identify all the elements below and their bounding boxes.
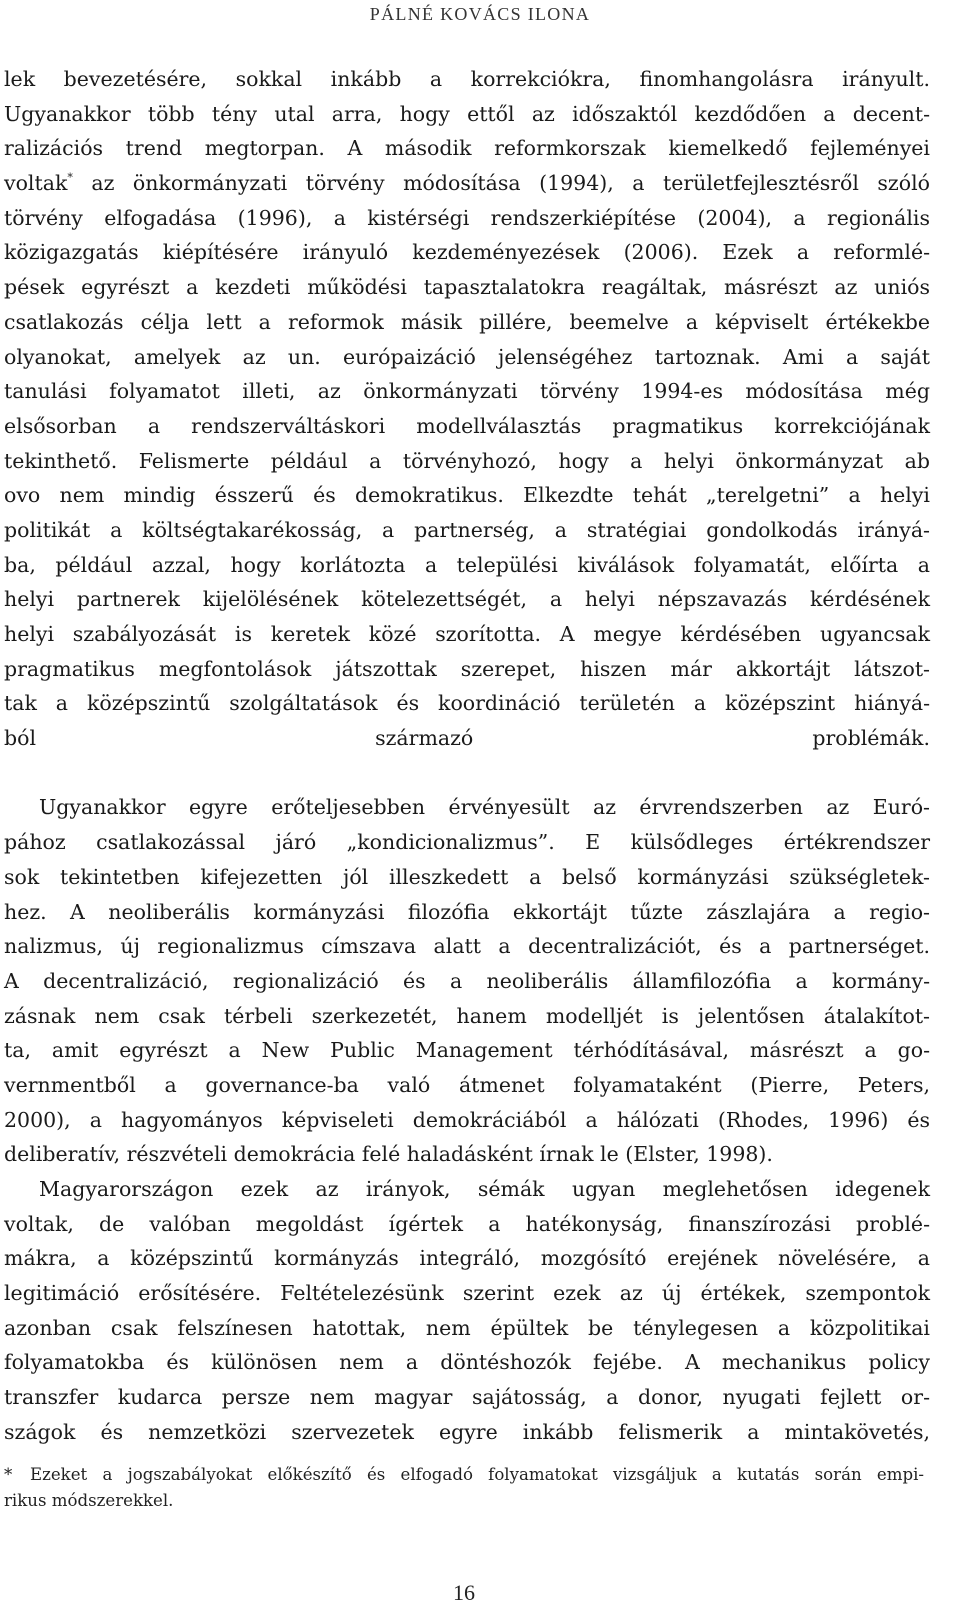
text-line: elsősorban a rendszerváltáskori modellválasztás pragmatikus korrekciójának <box>4 413 930 438</box>
text-line: voltak, de valóban megoldást ígértek a hatékonyság, finanszírozási problé- <box>4 1211 930 1236</box>
text-line: közigazgatás kiépítésére irányuló kezdeményezések (2006). Ezek a reformlé- <box>4 240 930 265</box>
text-line: csatlakozás célja lett a reformok másik pillére, beemelve a képviselt értékekbe <box>4 309 930 334</box>
text-line: zásnak nem csak térbeli szerkezetét, hanem modelljét is jelentősen átalakítot- <box>4 1003 930 1028</box>
text-line: vernmentből a governance-ba való átmenet folyamataként (Pierre, Peters, <box>4 1072 930 1097</box>
footnote-reference[interactable]: * <box>67 171 73 185</box>
text-line: legitimáció erősítésére. Feltételezésünk szerint ezek az új értékek, szempontok <box>4 1281 930 1306</box>
text-line: ovo nem mindig ésszerű és demokratikus. Elkezdte tehát „terelgetni” a helyi <box>4 483 930 508</box>
text-line: A decentralizáció, regionalizáció és a neoliberális államfilozófia a kormány- <box>4 968 930 993</box>
text-line: helyi partnerek kijelölésének kötelezettségét, a helyi népszavazás kérdésének <box>4 587 930 612</box>
text-line <box>4 756 930 791</box>
text-line: azonban csak felszínesen hatottak, nem épültek be ténylegesen a közpolitikai <box>4 1315 930 1340</box>
text-fragment: az önkormányzati törvény módosítása (1994), a területfejlesztésről szóló <box>91 171 930 196</box>
text-line: 2000), a hagyományos képviseleti demokráciából a hálózati (Rhodes, 1996) és <box>4 1107 930 1132</box>
text-line: Ugyanakkor egyre erőteljesebben érvényesült az érvrendszerben az Euró- <box>39 795 930 820</box>
paragraph <box>4 62 930 790</box>
text-line <box>4 166 930 201</box>
text-line: folyamatokba és különösen nem a döntéshozók fejébe. A mechanikus policy <box>4 1350 930 1375</box>
text-line: pragmatikus megfontolások játszottak szerepet, hiszen már akkortájt látszot- <box>4 656 930 681</box>
footnote-text: Ezeket a jogszabályokat előkészítő és elfogadó folyamatokat vizsgáljuk a kutatás során empi- <box>30 1465 924 1484</box>
text-line: hez. A neoliberális kormányzási filozófia ekkortájt tűzte zászlajára a regio- <box>4 899 930 924</box>
paragraph <box>4 1172 930 1450</box>
text-fragment: voltak <box>4 171 68 196</box>
text-line: lek bevezetésére, sokkal inkább a korrekciókra, finomhangolásra irányult. <box>4 67 930 91</box>
text-line: Ugyanakkor több tény utal arra, hogy ettől az időszaktól kezdődően a decent- <box>4 101 930 126</box>
footnote <box>4 1462 924 1514</box>
text-line: politikát a költségtakarékosság, a partnerség, a stratégiai gondolkodás irányá- <box>4 517 930 542</box>
footnote-line <box>4 1462 924 1488</box>
running-head: PÁLNÉ KOVÁCS ILONA <box>369 4 591 24</box>
text-line: tekinthető. Felismerte például a törvényhozó, hogy a helyi önkormányzat ab <box>4 448 930 473</box>
footnote-line: rikus módszerekkel. <box>4 1491 174 1510</box>
text-line: törvény elfogadása (1996), a kistérségi rendszerkiépítése (2004), a regionális <box>4 205 930 230</box>
text-line: deliberatív, részvételi demokrácia felé haladásként írnak le (Elster, 1998). <box>4 1142 773 1167</box>
text-line: pához csatlakozással járó „kondicionalizmus”. E külsődleges értékrendszer <box>4 830 930 855</box>
text-line: ba, például azzal, hogy korlátozta a települési kiválások folyamatát, előírta a <box>4 552 930 577</box>
text-line: pések egyrészt a kezdeti működési tapasztalatokra reagáltak, másrészt az uniós <box>4 275 930 300</box>
body-text <box>4 62 930 1450</box>
text-line: tak a középszintű szolgáltatások és koordináció területén a középszint hiányá- <box>4 691 930 716</box>
text-line: nalizmus, új regionalizmus címszava alatt a decentralizációt, és a partnerséget. <box>4 934 930 959</box>
page-number: 16 <box>453 1580 475 1605</box>
text-line: olyanokat, amelyek az un. európaizáció jelenségéhez tartoznak. Ami a saját <box>4 344 930 369</box>
text-line: helyi szabályozását is keretek közé szorította. A megye kérdésében ugyancsak <box>4 622 930 646</box>
text-line: tanulási folyamatot illeti, az önkormányzati törvény 1994-es módosítása még <box>4 379 930 404</box>
text-line: ból származó problémák. <box>4 726 930 751</box>
text-line: transzfer kudarca persze nem magyar sajátosság, a donor, nyugati fejlett or- <box>4 1385 930 1410</box>
text-line: Magyarországon ezek az irányok, sémák ugyan meglehetősen idegenek <box>39 1177 930 1201</box>
text-line: szágok és nemzetközi szervezetek egyre inkább felismerik a mintakövetés, <box>4 1419 930 1444</box>
footnote-marker: * <box>4 1465 13 1484</box>
text-line: ralizációs trend megtorpan. A második reformkorszak kiemelkedő fejleményei <box>4 136 930 161</box>
paragraph <box>4 790 930 1172</box>
text-line: mákra, a középszintű kormányzás integráló, mozgósító erejének növelésére, a <box>4 1246 930 1271</box>
text-line: ta, amit egyrészt a New Public Management térhódításával, másrészt a go- <box>4 1038 930 1063</box>
text-line: sok tekintetben kifejezetten jól illeszkedett a belső kormányzási szükségletek- <box>4 864 930 889</box>
